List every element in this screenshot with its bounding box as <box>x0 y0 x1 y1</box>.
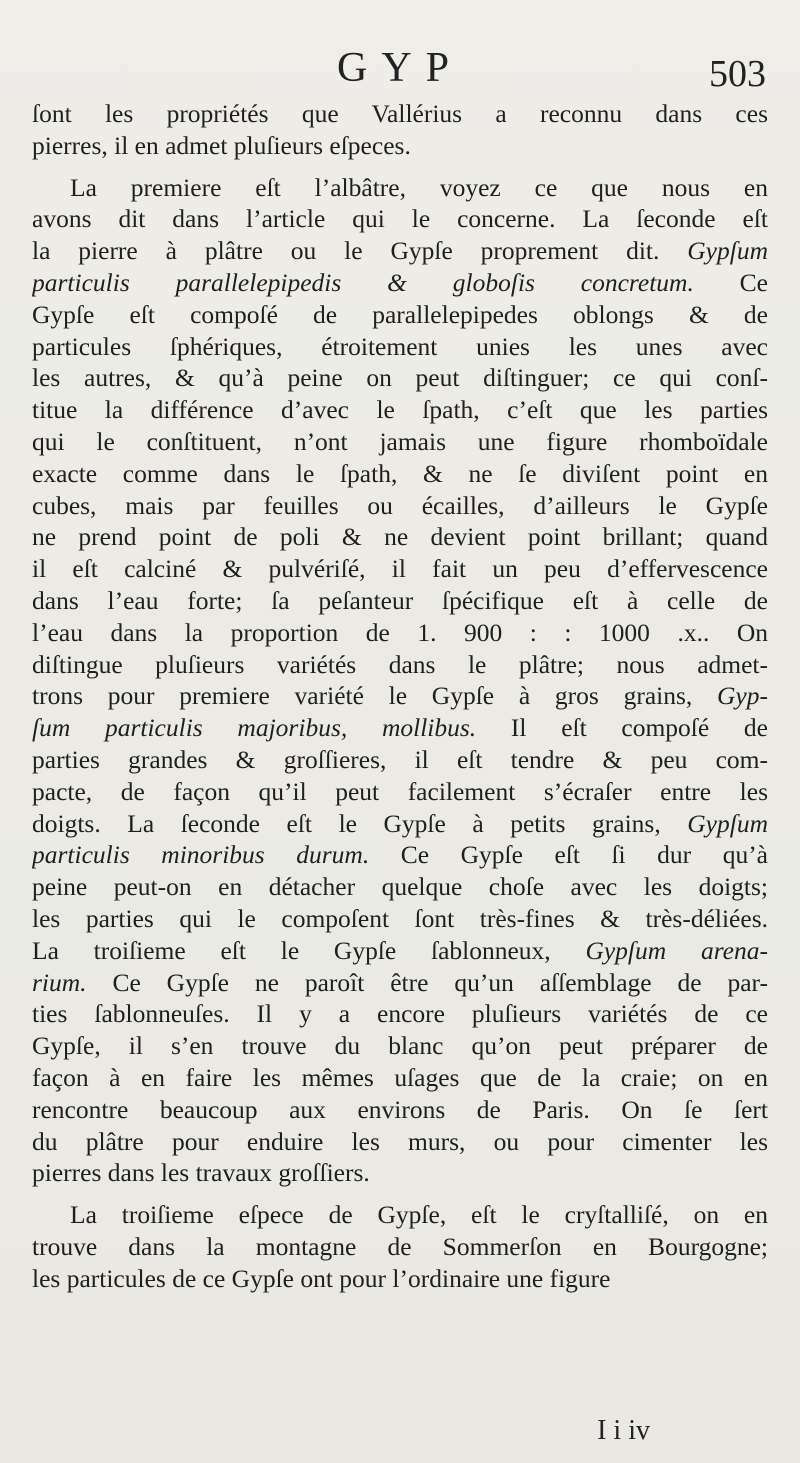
body-text <box>32 98 768 1294</box>
text-line <box>32 808 768 840</box>
text-line <box>32 490 768 522</box>
text-line <box>32 331 768 363</box>
text-line <box>32 426 768 458</box>
text-line <box>32 839 768 871</box>
text-line <box>32 1199 768 1231</box>
text-line <box>32 394 768 426</box>
text-line <box>32 871 768 903</box>
text-run: ties ſablonneuſes. Il y a encore pluſieurs variétés de ce <box>32 999 768 1029</box>
running-head: GYP <box>336 45 464 91</box>
text-line <box>32 1062 768 1094</box>
text-line <box>32 362 768 394</box>
text-run: façon à en faire les mêmes uſages que de la craie; on en <box>32 1062 768 1092</box>
text-run: Ce Gypſe eſt ſi dur qu’à <box>369 840 768 870</box>
italic-text: rium. <box>32 967 87 997</box>
text-line <box>32 1231 768 1263</box>
text-run: cubes, mais par feuilles ou écailles, d’ailleurs le Gypſe <box>32 490 768 520</box>
text-line <box>32 744 768 776</box>
italic-text: Gypſum <box>687 808 768 838</box>
text-run: dans l’eau forte; ſa peſanteur ſpécifique eſt à celle de <box>32 585 768 615</box>
text-run: peine peut-on en détacher quelque choſe avec les doigts; <box>32 872 768 902</box>
italic-text: Gypſum <box>687 236 768 266</box>
text-line <box>32 521 768 553</box>
text-run: Il eſt compoſé de <box>476 713 768 743</box>
text-run: La troiſieme eſt le Gypſe ſablonneux, <box>32 935 586 965</box>
page-number: 503 <box>709 53 766 95</box>
text-line <box>32 1094 768 1126</box>
text-line <box>32 1126 768 1158</box>
text-run: avons dit dans l’article qui le concerne. La ſeconde eſt <box>32 204 768 234</box>
text-line <box>32 1157 768 1189</box>
text-run: les parties qui le compoſent ſont très-fines & très-déliées. <box>32 903 768 933</box>
text-line <box>32 172 768 204</box>
paragraph <box>32 172 768 1190</box>
text-run: Ce Gypſe ne paroît être qu’un aſſemblage de par- <box>86 967 768 997</box>
text-line <box>32 680 768 712</box>
text-line <box>32 649 768 681</box>
text-line <box>32 617 768 649</box>
text-run: Gypſe eſt compoſé de parallelepipedes oblongs & de <box>32 299 768 329</box>
text-line <box>32 130 768 162</box>
text-line <box>32 903 768 935</box>
italic-text: Gyp- <box>717 681 768 711</box>
text-run: les autres, & qu’à peine on peut diſtinguer; ce qui conſ- <box>32 363 768 393</box>
text-run: la pierre à plâtre ou le Gypſe proprement dit. <box>32 236 688 266</box>
text-line <box>32 1030 768 1062</box>
text-run: La premiere eſt l’albâtre, voyez ce que nous en <box>70 172 768 202</box>
paragraph-gap <box>32 1189 768 1199</box>
text-line <box>32 585 768 617</box>
paragraph-gap <box>32 162 768 172</box>
text-run: du plâtre pour enduire les murs, ou pour cimenter les <box>32 1126 768 1156</box>
text-run: particules ſphériques, étroitement unies les unes avec <box>32 331 768 361</box>
text-line <box>32 235 768 267</box>
paragraph <box>32 98 768 162</box>
paragraph <box>32 1199 768 1294</box>
text-run: Ce <box>693 267 768 297</box>
text-run: diſtingue pluſieurs variétés dans le plâtre; nous admet- <box>32 649 768 679</box>
text-run: pierres, il en admet pluſieurs eſpeces. <box>32 130 411 160</box>
text-line <box>32 998 768 1030</box>
italic-text: ſum particulis majoribus, mollibus. <box>32 713 477 743</box>
text-run: titue la différence d’avec le ſpath, c’eſt que les parties <box>32 395 768 425</box>
text-run: trons pour premiere variété le Gypſe à gros grains, <box>32 681 718 711</box>
italic-text: Gypſum arena- <box>585 935 768 965</box>
text-line <box>32 776 768 808</box>
text-run: ne prend point de poli & ne devient point brillant; quand <box>32 522 768 552</box>
text-run: exacte comme dans le ſpath, & ne ſe diviſent point en <box>32 458 768 488</box>
text-run: l’eau dans la proportion de 1. 900 : : 1000 .x.. On <box>32 617 768 647</box>
text-line <box>32 299 768 331</box>
text-line <box>32 712 768 744</box>
text-run: il eſt calciné & pulvériſé, il fait un peu d’effervescence <box>32 554 768 584</box>
text-line <box>32 203 768 235</box>
text-line <box>32 458 768 490</box>
italic-text: particulis minoribus durum. <box>32 840 370 870</box>
text-run: ſont les propriétés que Vallérius a reconnu dans ces <box>32 99 768 128</box>
text-run: rencontre beaucoup aux environs de Paris. On ſe ſert <box>32 1094 768 1124</box>
text-line <box>32 967 768 999</box>
text-run: Gypſe, il s’en trouve du blanc qu’on peut préparer de <box>32 1031 768 1061</box>
text-run: parties grandes & groſſieres, il eſt tendre & peu com- <box>32 744 768 774</box>
italic-text: particulis parallelepipedis & globoſis concretum. <box>32 267 694 297</box>
text-line <box>32 553 768 585</box>
text-line <box>32 267 768 299</box>
text-run: trouve dans la montagne de Sommerſon en Bourgogne; <box>32 1231 768 1261</box>
text-run: qui le conſtituent, n’ont jamais une figure rhomboïdale <box>32 426 768 456</box>
text-line <box>32 98 768 130</box>
text-run: doigts. La ſeconde eſt le Gypſe à petits grains, <box>32 808 688 838</box>
text-run: les particules de ce Gypſe ont pour l’ordinaire une figure <box>32 1263 611 1293</box>
text-line <box>32 1263 768 1295</box>
page-header <box>0 40 800 100</box>
text-line <box>32 935 768 967</box>
text-run: pacte, de façon qu’il peut facilement s’écraſer entre les <box>32 776 768 806</box>
signature-mark: I i iv <box>597 1415 650 1446</box>
text-run: pierres dans les travaux groſſiers. <box>32 1158 370 1188</box>
text-run: La troiſieme eſpece de Gypſe, eſt le cryſtalliſé, on en <box>70 1200 768 1230</box>
